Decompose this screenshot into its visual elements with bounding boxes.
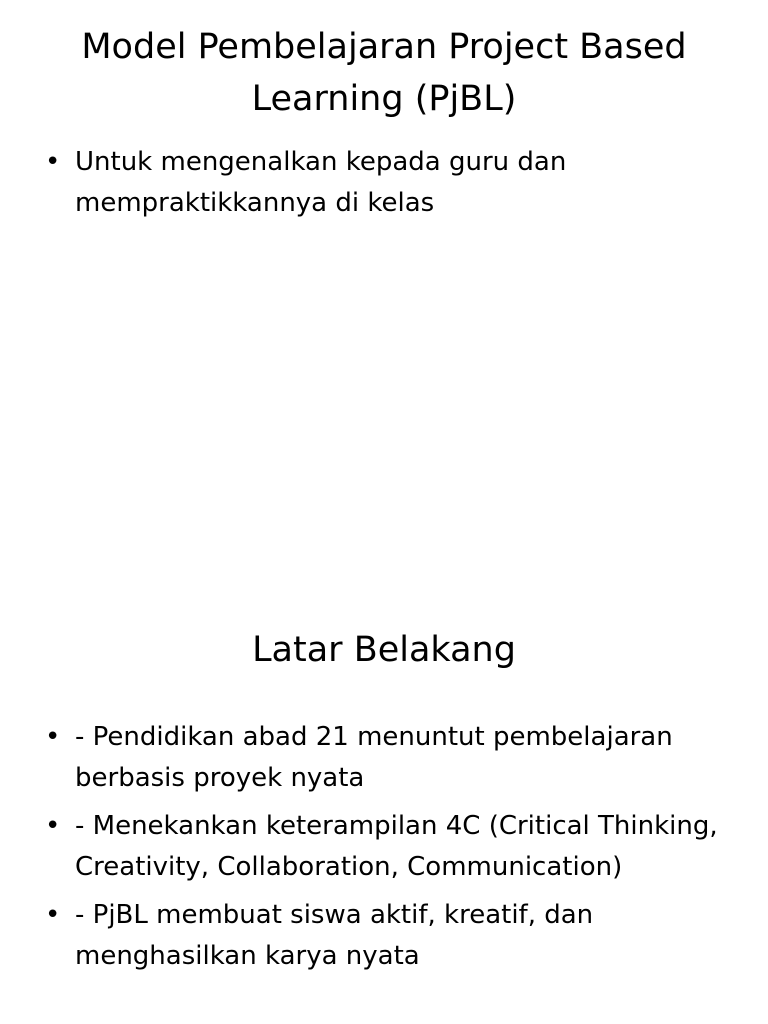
bullet-icon: •: [45, 900, 61, 930]
slide-2-title: Latar Belakang: [252, 630, 516, 670]
bullet-item: [45, 717, 735, 799]
bullet-text: - Menekankan keterampilan 4C (Critical Thinking, Creativity, Collaboration, Communication): [75, 811, 718, 882]
slide-1-bullet-list: [45, 142, 735, 231]
slide-1-title: Model Pembelajaran Project Based Learning (PjBL): [81, 27, 687, 119]
bullet-item: [45, 142, 735, 224]
slide-2: [0, 576, 768, 1024]
bullet-item: [45, 806, 735, 888]
bullet-icon: •: [45, 722, 61, 752]
bullet-icon: •: [45, 811, 61, 841]
bullet-text: Untuk mengenalkan kepada guru dan mempraktikkannya di kelas: [75, 147, 567, 218]
slide-2-bullet-list: [45, 717, 735, 984]
bullet-text: - PjBL membuat siswa aktif, kreatif, dan menghasilkan karya nyata: [75, 900, 594, 971]
bullet-item: [45, 895, 735, 977]
bullet-icon: •: [45, 147, 61, 177]
bullet-text: - Pendidikan abad 21 menuntut pembelajaran berbasis proyek nyata: [75, 722, 673, 793]
